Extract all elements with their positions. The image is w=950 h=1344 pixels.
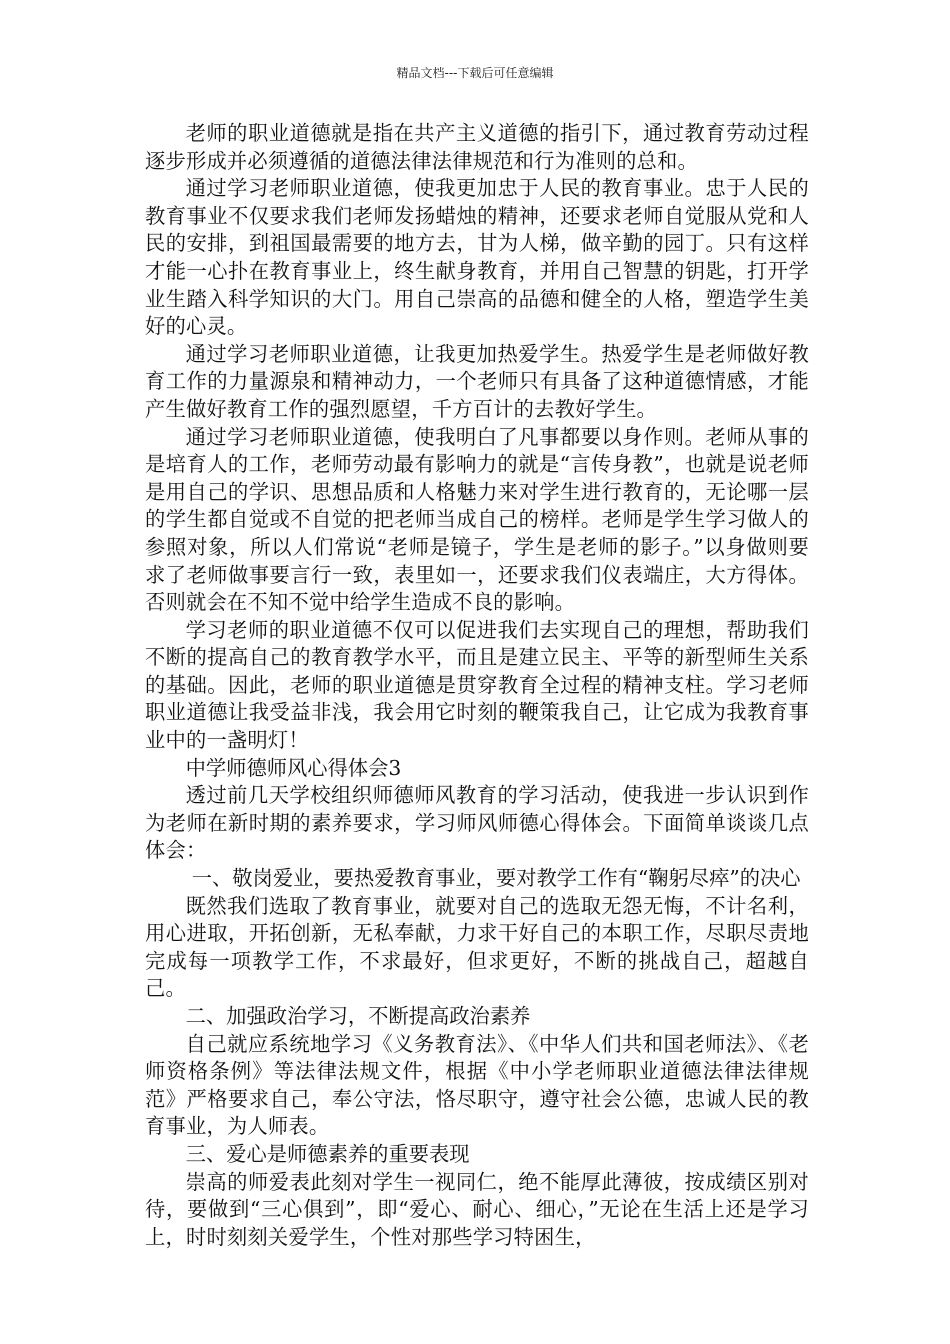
point-2-body: 自己就应系统地学习《义务教育法》、《中华人们共和国老师法》、《老师资格条例》等法律法规文件，根据《中小学老师职业道德法律法律规范》严格要求自己，奉公守法，恪尽职守，遵守社会公德，忠诚人民的教育事业，为人师表。 xyxy=(145,1031,809,1139)
document-body xyxy=(145,120,809,1251)
page-header: 精品文档---下载后可任意编辑 xyxy=(396,66,554,80)
point-3-body: 崇高的师爱表此刻对学生一视同仁，绝不能厚此薄彼，按成绩区别对待，要做到“三心俱到”，即“爱心、耐心、细心，”无论在生活上还是学习上，时时刻刻关爱学生，个性对那些学习特困生， xyxy=(145,1169,809,1249)
point-3-heading: 三、爱心是师德素养的重要表现 xyxy=(185,1141,470,1166)
paragraph-2: 通过学习老师职业道德，使我更加忠于人民的教育事业。忠于人民的教育事业不仅要求我们老师发扬蜡烛的精神，还要求老师自觉服从党和人民的安排，到祖国最需要的地方去，甘为人梯，做辛勤的园丁。只有这样才能一心扑在教育事业上，终生献身教育，并用自己智慧的钥匙，打开学业生踏入科学知识的大门。用自己崇高的品德和健全的人格，塑造学生美好的心灵。 xyxy=(145,176,809,339)
point-2-heading: 二、加强政治学习，不断提高政治素养 xyxy=(185,1004,531,1028)
point-1-heading: 一、敬岗爱业，要热爱教育事业，要对教学工作有“鞠躬尽瘁”的决心 xyxy=(191,866,801,891)
paragraph-3: 通过学习老师职业道德，让我更加热爱学生。热爱学生是老师做好教育工作的力量源泉和精神动力，一个老师只有具备了这种道德情感，才能产生做好教育工作的强烈愿望，千方百计的去教好学生。 xyxy=(145,341,809,421)
paragraph-1: 老师的职业道德就是指在共产主义道德的指引下，通过教育劳动过程逐步形成并必须遵循的道德法律法律规范和行为准则的总和。 xyxy=(145,121,809,173)
paragraph-5: 学习老师的职业道德不仅可以促进我们去实现自己的理想，帮助我们不断的提高自己的教育教学水平，而且是建立民主、平等的新型师生关系的基础。因此，老师的职业道德是贯穿教育全过程的精神支柱。学习老师职业道德让我受益非浅，我会用它时刻的鞭策我自己，让它成为我教育事业中的一盏明灯！ xyxy=(145,617,809,753)
section-title: 中学师德师风心得体会3 xyxy=(185,755,402,780)
point-1-body: 既然我们选取了教育事业，就要对自己的选取无怨无悔，不计名利，用心进取，开拓创新，无私奉献，力求干好自己的本职工作，尽职尽责地完成每一项教学工作，不求最好，但求更好，不断的挑战自己，超越自己。 xyxy=(145,893,809,1001)
paragraph-4: 通过学习老师职业道德，使我明白了凡事都要以身作则。老师从事的是培育人的工作，老师劳动最有影响力的就是“言传身教”，也就是说老师是用自己的学识、思想品质和人格魅力来对学生进行教育的，无论哪一层的学生都自觉或不自觉的把老师当成自己的榜样。老师是学生学习做人的参照对象，所以人们常说“老师是镜子，学生是老师的影子。”以身做则要求了老师做事要言行一致，表里如一，还要求我们仪表端庄，大方得体。否则就会在不知不觉中给学生造成不良的影响。 xyxy=(145,424,809,615)
section-intro: 透过前几天学校组织师德师风教育的学习活动，使我进一步认识到作为老师在新时期的素养要求，学习师风师德心得体会。下面简单谈谈几点体会： xyxy=(145,783,809,863)
